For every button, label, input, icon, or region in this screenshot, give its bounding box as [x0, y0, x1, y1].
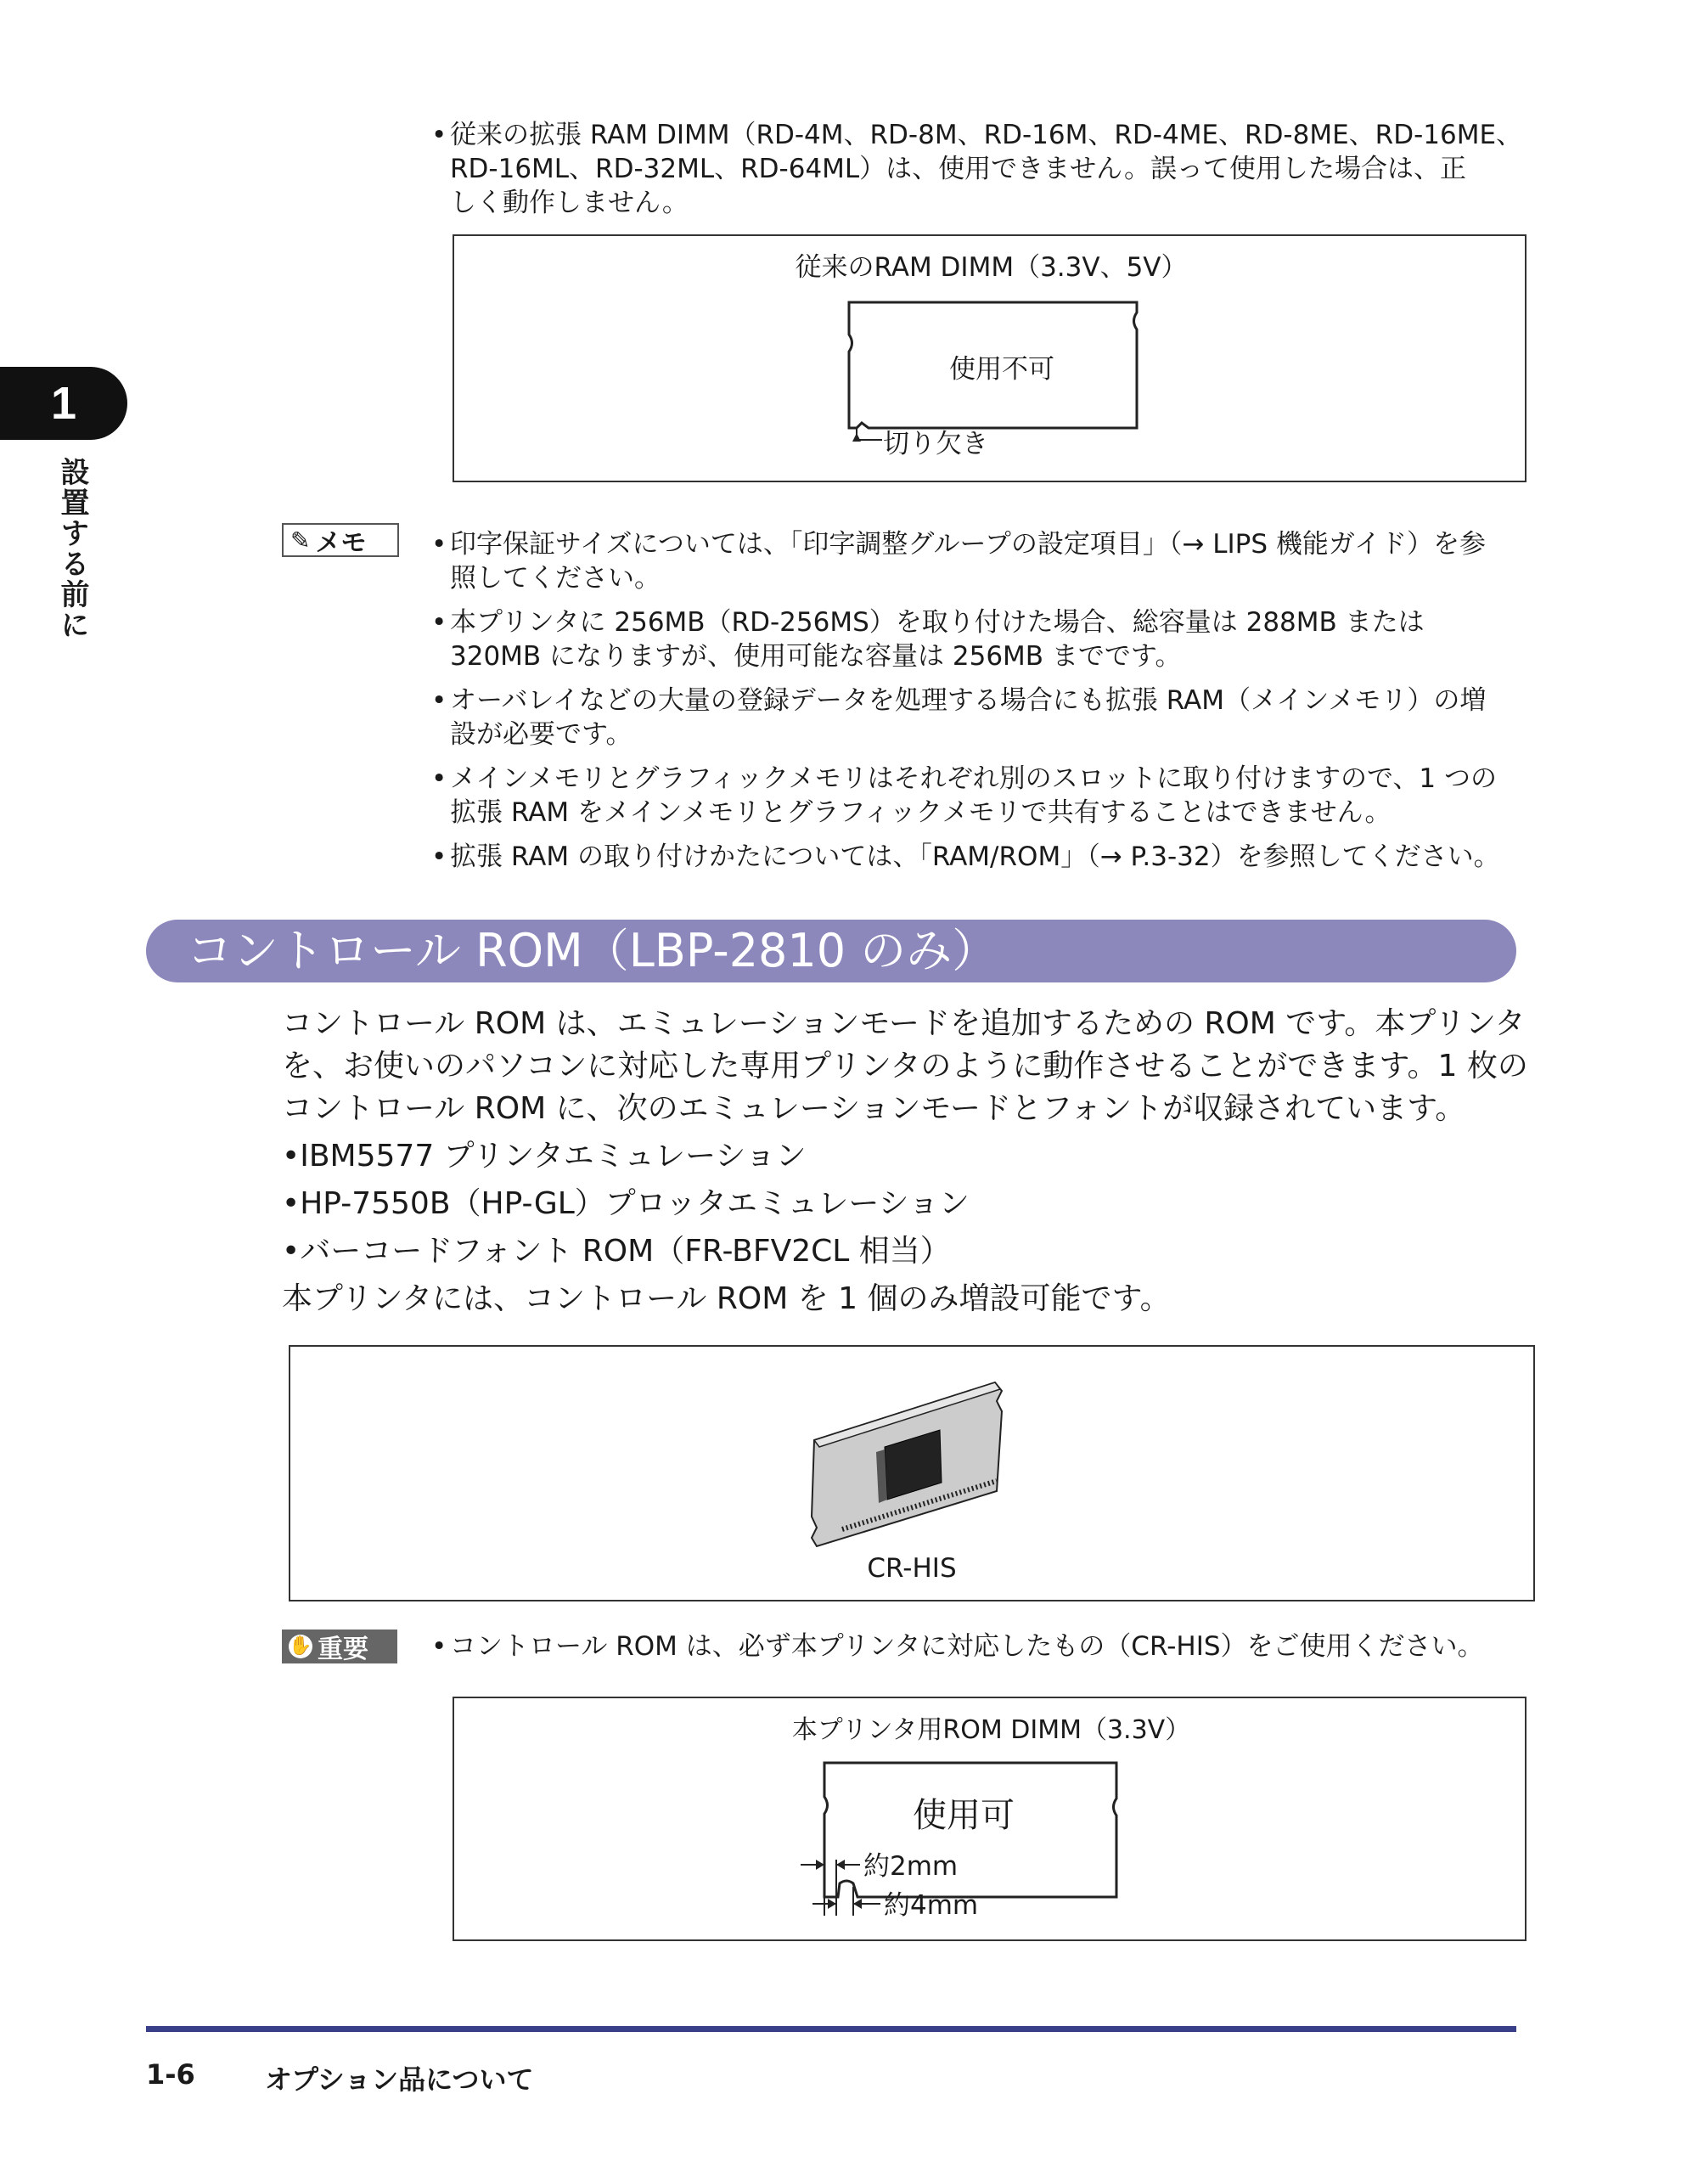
paragraph-line-3: コントロール ROM に、次のエミュレーションモードとフォントが収録されています。: [282, 1091, 1466, 1126]
figure-rom-dimm-title: 本プリンタ用ROM DIMM（3.3V）: [791, 1715, 1191, 1745]
dimension-2mm: 約2mm: [863, 1851, 959, 1882]
dimension-4mm: 約4mm: [884, 1890, 979, 1921]
pencil-icon: ✎: [290, 526, 311, 554]
memo-item-3-line-2: 設が必要です。: [450, 719, 633, 750]
memo-item-4-line-1: メインメモリとグラフィックメモリはそれぞれ別のスロットに取り付けますので、1 つの: [450, 763, 1497, 794]
memo-item-5-line-1: 拡張 RAM の取り付けかたについては、「RAM/ROM」（→ P.3-32）を参照してください。: [450, 842, 1500, 872]
top-bullet-line-1: 従来の拡張 RAM DIMM（RD-4M、RD-8M、RD-16M、RD-4ME、RD-8ME、RD-16ME、: [450, 120, 1523, 150]
paragraph-line-1: コントロール ROM は、エミュレーションモードを追加するための ROM です。本プリンタ: [282, 1006, 1526, 1041]
footer-section-title: オプション品について: [265, 2063, 534, 2096]
footer-rule: [146, 2026, 1516, 2032]
memo-item-4-line-2: 拡張 RAM をメインメモリとグラフィックメモリで共有することはできません。: [450, 797, 1392, 828]
figure-rom-module: [289, 1345, 1535, 1601]
paragraph-line-2: を、お使いのパソコンに対応した専用プリンタのように動作させることができます。1 枚の: [282, 1049, 1528, 1084]
top-bullet-line-3: しく動作しません。: [450, 188, 689, 218]
memo-label: ✎ メモ: [282, 523, 399, 557]
figure-rom-dimm: [453, 1697, 1527, 1941]
page-number: 1-6: [146, 2058, 195, 2091]
memo-item-1-line-2: 照してください。: [450, 563, 661, 594]
memo-item-3-line-1: オーバレイなどの大量の登録データを処理する場合にも拡張 RAM（メインメモリ）の増: [450, 685, 1487, 716]
rom-dimm-label: 使用可: [913, 1796, 1015, 1835]
section-heading: コントロール ROM（LBP-2810 のみ）: [146, 920, 1516, 982]
chapter-title-vertical: 設置する前に: [55, 457, 89, 640]
chapter-number: 1: [50, 378, 77, 429]
important-label: ✋ 重要: [282, 1630, 397, 1663]
list-item: IBM5577 プリンタエミュレーション: [300, 1139, 807, 1174]
notch-label: 切り欠き: [883, 429, 988, 459]
top-bullet-line-2: RD-16ML、RD-32ML、RD-64ML）は、使用できません。誤って使用した場合は、正: [450, 154, 1467, 184]
figure-legacy-ram-title: 従来のRAM DIMM（3.3V、5V）: [795, 252, 1188, 283]
memo-item-1-line-1: 印字保証サイズについては、「印字調整グループの設定項目」（→ LIPS 機能ガイド）を参: [450, 529, 1486, 560]
rom-module-caption: CR-HIS: [867, 1553, 957, 1584]
hand-stop-icon: ✋: [289, 1635, 312, 1657]
legacy-dimm-label: 使用不可: [949, 354, 1054, 385]
expansion-note: 本プリンタには、コントロール ROM を 1 個のみ増設可能です。: [282, 1281, 1171, 1316]
chapter-tab: [0, 367, 127, 440]
memo-item-2-line-2: 320MB になりますが、使用可能な容量は 256MB までです。: [450, 641, 1182, 672]
figure-legacy-ram: [453, 234, 1527, 482]
list-item: HP-7550B（HP-GL）プロッタエミュレーション: [300, 1186, 970, 1221]
list-item: バーコードフォント ROM（FR-BFV2CL 相当）: [300, 1234, 951, 1269]
important-text: コントロール ROM は、必ず本プリンタに対応したもの（CR-HIS）をご使用ください。: [450, 1631, 1484, 1662]
memo-item-2-line-1: 本プリンタに 256MB（RD-256MS）を取り付けた場合、総容量は 288MB または: [450, 607, 1425, 638]
